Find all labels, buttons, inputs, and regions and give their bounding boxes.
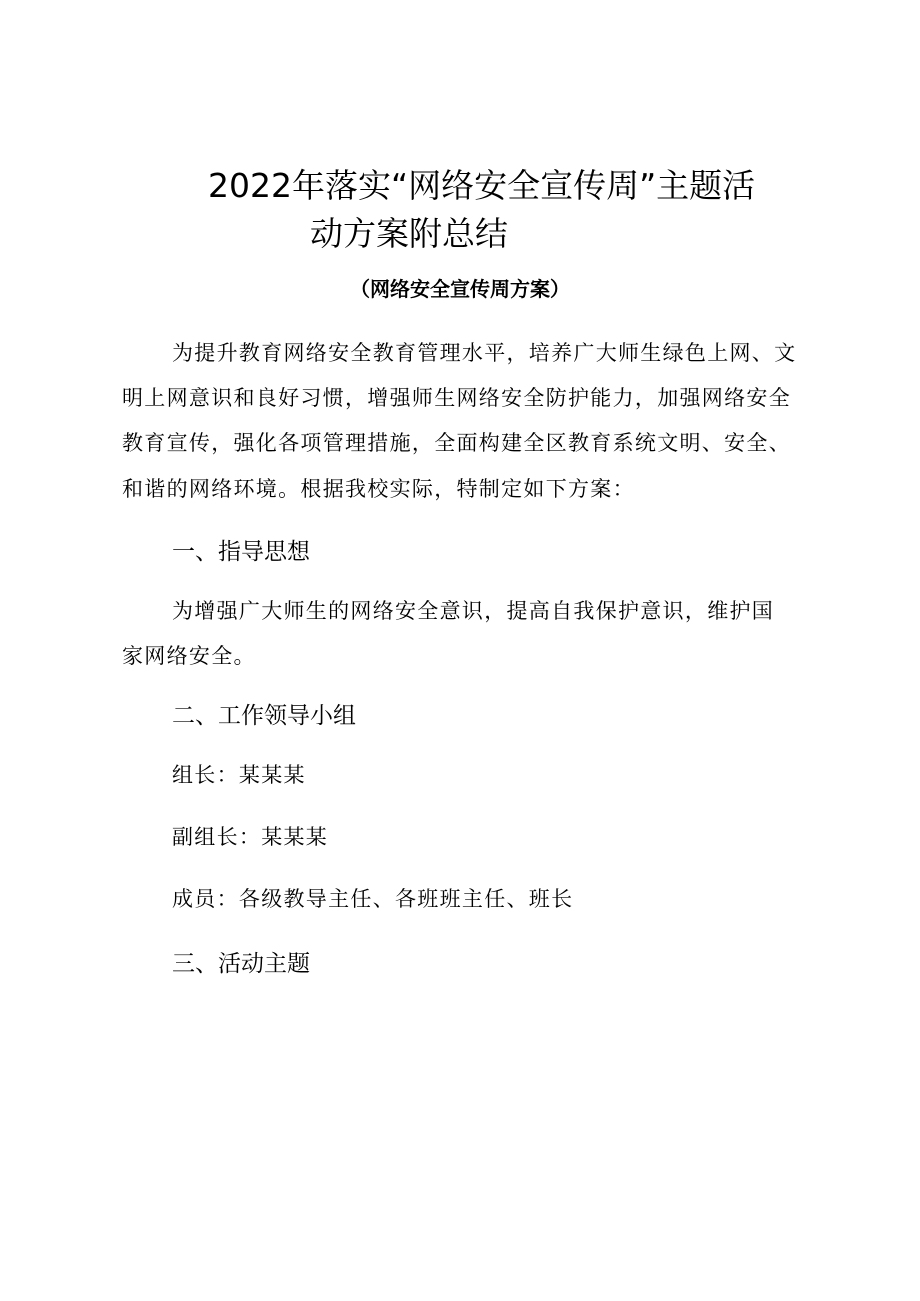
- document-subtitle: （网络安全宣传周方案）: [350, 277, 570, 301]
- document-title-line-1: 2022年落实“网络安全宣传周”主题活: [208, 166, 756, 205]
- members-line: 成员：各级教导主任、各班班主任、班长: [172, 887, 574, 911]
- intro-paragraph-line-2: 明上网意识和良好习惯，增强师生网络安全防护能力，加强网络安全: [122, 386, 791, 410]
- section-heading-guiding-thought: 一、指导思想: [172, 539, 310, 565]
- section-heading-leadership-group: 二、工作领导小组: [172, 703, 356, 729]
- group-leader-line: 组长：某某某: [172, 763, 306, 787]
- intro-paragraph-line-3: 教育宣传，强化各项管理措施，全面构建全区教育系统文明、安全、: [122, 431, 791, 455]
- intro-paragraph-line-4: 和谐的网络环境。根据我校实际，特制定如下方案：: [122, 477, 635, 501]
- deputy-leader-line: 副组长：某某某: [172, 825, 329, 849]
- document-title-line-2: 动方案附总结: [310, 214, 508, 253]
- guiding-thought-line-2: 家网络安全。: [122, 644, 256, 668]
- section-heading-activity-theme: 三、活动主题: [172, 951, 310, 977]
- intro-paragraph-line-1: 为提升教育网络安全教育管理水平，培养广大师生绿色上网、文: [172, 341, 797, 365]
- guiding-thought-line-1: 为增强广大师生的网络安全意识，提高自我保护意识，维护国: [172, 599, 775, 623]
